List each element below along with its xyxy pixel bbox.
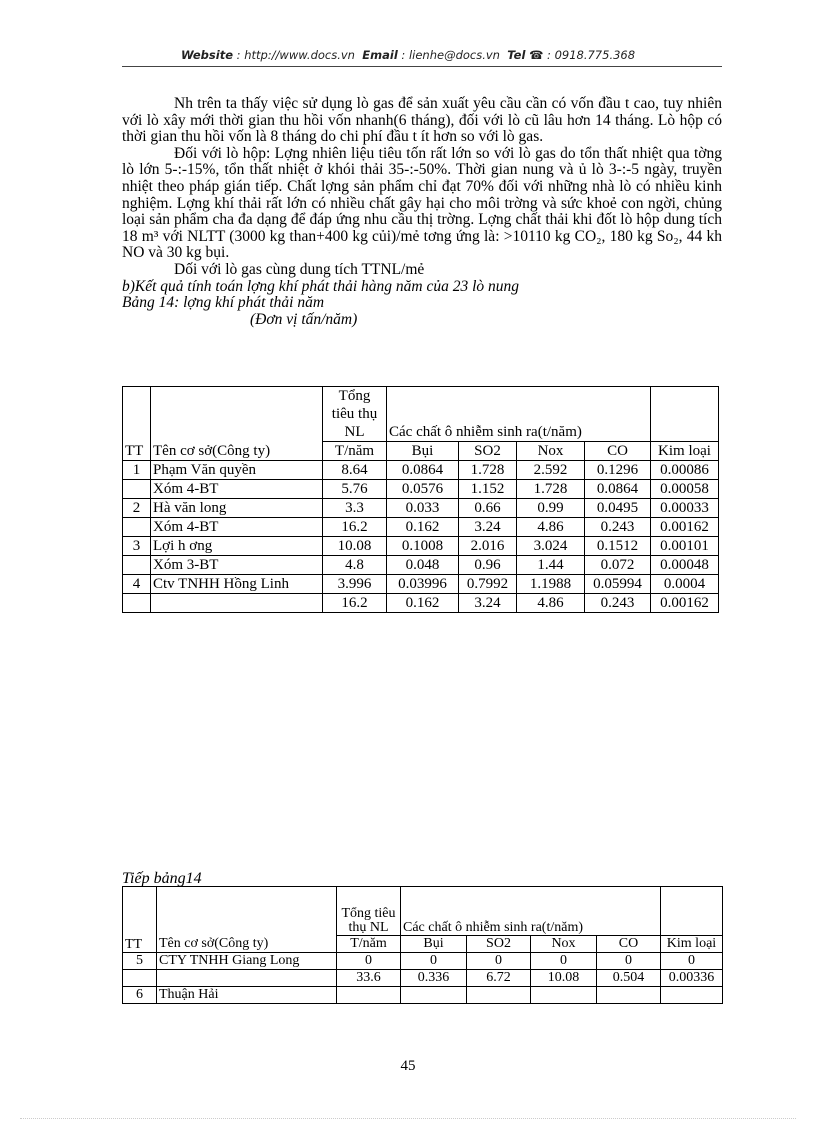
cell-nox xyxy=(531,987,597,1004)
table-row xyxy=(123,537,719,556)
cell-dust: 0.03996 xyxy=(387,575,459,594)
emissions-table xyxy=(122,386,719,613)
cell-so2: 0.7992 xyxy=(459,575,517,594)
cell-tt: 3 xyxy=(123,537,151,556)
header-metal: Kim loại xyxy=(651,442,719,461)
website-label: Website xyxy=(180,48,234,62)
cell-tt: 5 xyxy=(123,953,157,970)
cell-nox: 0.99 xyxy=(517,499,585,518)
cell-so2 xyxy=(467,987,531,1004)
header-name-top xyxy=(157,887,337,936)
cell-so2: 6.72 xyxy=(467,970,531,987)
cell-metal: 0.00058 xyxy=(651,480,719,499)
paragraph-2: Đối với lò hộp: Lợng nhiên liệu tiêu tốn rất lớn so với lò gas do tổn thất nhiệt qua tờng lò lớn 5-:-15%, tổn thất nhiệt ở khói thải 35-:-50%. Thời gian nung và ủ lò 3-:-5 ngày, truyền nhiệt theo pháp gián tiếp. Chất lợng sản phẩm chỉ đạt 70% đối với những nhà lò có nhiều kinh nghiệm. Lợng khí thải rất lớn có nhiều chất gây hại cho môi trờng và sức khoẻ con ngời, chủng loại sản phẩm cha đa dạng để đáp ứng nhu cầu thị trờng. Lợng chất thải khi đốt lò hộp dung tích 18 m³ với NLTT (3000 kg than+400 kg củi)/mẻ tơng ứng là: >10110 kg CO₂, 180 kg So₂, 44 kh NO và 30 kg bụi. xyxy=(122,144,722,262)
cell-fuel: 10.08 xyxy=(323,537,387,556)
cell-tt: 1 xyxy=(123,461,151,480)
header-nox: Nox xyxy=(531,936,597,953)
cell-metal: 0.00033 xyxy=(651,499,719,518)
table-row xyxy=(123,953,723,970)
cell-metal: 0.00048 xyxy=(651,556,719,575)
header-fuel-unit: T/năm xyxy=(323,442,387,461)
table-row xyxy=(123,556,719,575)
table-row xyxy=(123,461,719,480)
header-name: Tên cơ sở(Công ty) xyxy=(151,442,323,461)
header-dust: Bụi xyxy=(387,442,459,461)
cell-dust: 0.033 xyxy=(387,499,459,518)
header-fuel-unit: T/năm xyxy=(337,936,401,953)
header-name-top xyxy=(151,387,323,442)
cell-so2: 1.152 xyxy=(459,480,517,499)
cell-dust: 0.0864 xyxy=(387,461,459,480)
cell-fuel: 5.76 xyxy=(323,480,387,499)
cell-fuel: 8.64 xyxy=(323,461,387,480)
cell-so2: 1.728 xyxy=(459,461,517,480)
header-so2: SO2 xyxy=(459,442,517,461)
cell-tt xyxy=(123,556,151,575)
cell-name: Lợi h ơng xyxy=(151,537,323,556)
cell-name: Thuận Hải xyxy=(157,987,337,1004)
table-row xyxy=(123,480,719,499)
header-divider xyxy=(122,66,722,67)
header-pollutant-group: Các chất ô nhiễm sinh ra(t/năm) xyxy=(387,387,651,442)
cell-co xyxy=(597,987,661,1004)
cell-nox: 1.44 xyxy=(517,556,585,575)
cell-tt: 2 xyxy=(123,499,151,518)
cell-metal: 0.0004 xyxy=(651,575,719,594)
table-caption: Bảng 14: lợng khí phát thải năm xyxy=(122,294,325,312)
paragraph-3: Dối với lò gas cùng dung tích TTNL/mẻ xyxy=(174,260,425,278)
cell-tt: 4 xyxy=(123,575,151,594)
cell-dust: 0.0576 xyxy=(387,480,459,499)
cell-dust: 0 xyxy=(401,953,467,970)
header-metal: Kim loại xyxy=(661,936,723,953)
header-empty xyxy=(661,887,723,936)
cell-name: Phạm Văn quyền xyxy=(151,461,323,480)
cell-tt xyxy=(123,518,151,537)
cell-co: 0 xyxy=(597,953,661,970)
cell-tt xyxy=(123,970,157,987)
header-co: CO xyxy=(597,936,661,953)
header-so2: SO2 xyxy=(467,936,531,953)
cell-metal: 0.00162 xyxy=(651,594,719,613)
header-dust: Bụi xyxy=(401,936,467,953)
email-label: Email xyxy=(362,48,398,62)
cell-fuel: 3.996 xyxy=(323,575,387,594)
cell-dust: 0.162 xyxy=(387,518,459,537)
header-tt: TT xyxy=(123,887,157,953)
cell-co: 0.0495 xyxy=(585,499,651,518)
cell-nox: 4.86 xyxy=(517,594,585,613)
cell-nox: 10.08 xyxy=(531,970,597,987)
cell-name xyxy=(157,970,337,987)
caption-b: b)Kết quả tính toán lợng khí phát thải hàng năm của 23 lò nung xyxy=(122,277,520,295)
header-tt: TT xyxy=(123,387,151,461)
emissions-table-continued xyxy=(122,886,723,1004)
cell-co: 0.05994 xyxy=(585,575,651,594)
cell-fuel: 3.3 xyxy=(323,499,387,518)
table-row xyxy=(123,575,719,594)
body-text xyxy=(122,96,722,328)
cell-dust: 0.162 xyxy=(387,594,459,613)
cell-tt xyxy=(123,594,151,613)
cell-nox: 3.024 xyxy=(517,537,585,556)
cell-co: 0.243 xyxy=(585,518,651,537)
email-value[interactable]: : lienhe@docs.vn xyxy=(401,48,500,62)
cell-so2: 3.24 xyxy=(459,518,517,537)
cell-fuel: 4.8 xyxy=(323,556,387,575)
cell-co: 0.1296 xyxy=(585,461,651,480)
cell-so2: 0.96 xyxy=(459,556,517,575)
cell-nox: 0 xyxy=(531,953,597,970)
cell-fuel: 16.2 xyxy=(323,594,387,613)
website-value[interactable]: : http://www.docs.vn xyxy=(236,48,355,62)
cell-metal: 0.00086 xyxy=(651,461,719,480)
cell-metal: 0.00101 xyxy=(651,537,719,556)
cell-so2: 0.66 xyxy=(459,499,517,518)
cell-metal: 0.00336 xyxy=(661,970,723,987)
paragraph-1: Nh trên ta thấy việc sử dụng lò gas để sản xuất yêu cầu cần có vốn đầu t cao, tuy nhiên với lò xây mới thời gian thu hồi vốn nhanh(6 tháng), đối với lò cũ lâu hơn 14 tháng. Lò hộp có thời gian thu hồi vốn là 8 tháng do chi phí đầu t ít hơn so với lò gas. xyxy=(122,95,722,146)
header-name: Tên cơ sở(Công ty) xyxy=(157,936,337,953)
continuation-caption: Tiếp bảng14 xyxy=(122,870,202,887)
table-row xyxy=(123,518,719,537)
cell-nox: 1.1988 xyxy=(517,575,585,594)
cell-dust: 0.048 xyxy=(387,556,459,575)
cell-name xyxy=(151,594,323,613)
header-fuel: Tổng tiêu thụ NL xyxy=(337,887,401,936)
cell-fuel: 16.2 xyxy=(323,518,387,537)
cell-so2: 2.016 xyxy=(459,537,517,556)
cell-name: Xóm 4-BT xyxy=(151,480,323,499)
header-fuel: Tổng tiêu thụ NL xyxy=(323,387,387,442)
cell-metal xyxy=(661,987,723,1004)
cell-co: 0.072 xyxy=(585,556,651,575)
cell-name: Hà văn long xyxy=(151,499,323,518)
cell-co: 0.504 xyxy=(597,970,661,987)
cell-name: Xóm 3-BT xyxy=(151,556,323,575)
cell-nox: 4.86 xyxy=(517,518,585,537)
table-row xyxy=(123,594,719,613)
cell-dust xyxy=(401,987,467,1004)
cell-fuel xyxy=(337,987,401,1004)
cell-tt xyxy=(123,480,151,499)
page-header xyxy=(0,48,816,62)
cell-nox: 1.728 xyxy=(517,480,585,499)
tel-label: Tel xyxy=(507,48,526,62)
cell-co: 0.243 xyxy=(585,594,651,613)
unit-line: (Đơn vị tấn/năm) xyxy=(250,310,358,328)
header-empty xyxy=(651,387,719,442)
cell-so2: 0 xyxy=(467,953,531,970)
cell-fuel: 33.6 xyxy=(337,970,401,987)
cell-co: 0.0864 xyxy=(585,480,651,499)
cell-metal: 0 xyxy=(661,953,723,970)
cell-name: Xóm 4-BT xyxy=(151,518,323,537)
cell-name: Ctv TNHH Hồng Linh xyxy=(151,575,323,594)
cell-nox: 2.592 xyxy=(517,461,585,480)
cell-name: CTY TNHH Giang Long xyxy=(157,953,337,970)
footer-divider xyxy=(20,1118,796,1119)
header-nox: Nox xyxy=(517,442,585,461)
table-row xyxy=(123,499,719,518)
cell-dust: 0.336 xyxy=(401,970,467,987)
cell-tt: 6 xyxy=(123,987,157,1004)
cell-fuel: 0 xyxy=(337,953,401,970)
cell-co: 0.1512 xyxy=(585,537,651,556)
cell-so2: 3.24 xyxy=(459,594,517,613)
cell-dust: 0.1008 xyxy=(387,537,459,556)
page-number: 45 xyxy=(400,1058,416,1074)
tel-value: ☎ : 0918.775.368 xyxy=(529,48,636,62)
cell-metal: 0.00162 xyxy=(651,518,719,537)
header-co: CO xyxy=(585,442,651,461)
header-pollutant-group: Các chất ô nhiễm sinh ra(t/năm) xyxy=(401,887,661,936)
table-row xyxy=(123,987,723,1004)
table-row xyxy=(123,970,723,987)
